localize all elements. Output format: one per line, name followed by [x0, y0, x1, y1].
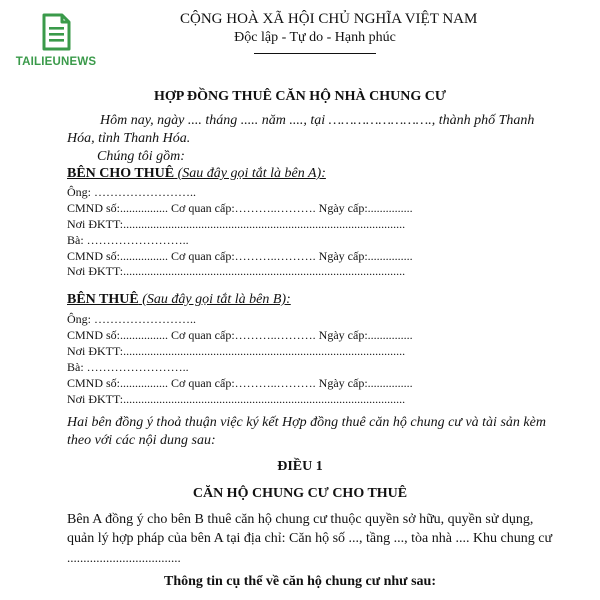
nation-heading: CỘNG HOÀ XÃ HỘI CHỦ NGHĨA VIỆT NAM	[180, 11, 478, 27]
party-b-line: Nơi ĐKTT:..............................................................................................	[67, 392, 406, 406]
agreement-line-1: Hai bên đồng ý thoả thuận việc ký kết Hợp đồng thuê căn hộ chung cư và tài sản kèm	[67, 415, 546, 430]
party-b-heading	[67, 292, 291, 308]
article-body-line-3: ...................................	[67, 550, 181, 565]
party-a-heading-note: (Sau đây gọi tắt là bên A):	[174, 166, 326, 181]
contract-title: HỢP ĐỒNG THUÊ CĂN HỘ NHÀ CHUNG CƯ	[153, 89, 447, 104]
party-a-line: Ông: ……………………..	[67, 185, 196, 199]
motto: Độc lập - Tự do - Hạnh phúc	[234, 30, 396, 45]
party-a-heading-label: BÊN CHO THUÊ	[67, 166, 175, 181]
intro-line-3: Chúng tôi gồm:	[97, 149, 185, 164]
intro-line-1: Hôm nay, ngày .... tháng ..... năm ...., tại ……………………., thành phố Thanh	[100, 113, 535, 128]
agreement-line-2: theo với các nội dung sau:	[67, 433, 216, 448]
brand-name: TAILIEUNEWS	[15, 56, 97, 68]
brand-logo	[14, 12, 98, 72]
party-a-line: Nơi ĐKTT:..............................................................................................	[67, 264, 406, 278]
party-b-line: Ông: ……………………..	[67, 312, 196, 326]
details-heading: Thông tin cụ thể về căn hộ chung cư như sau:	[164, 574, 436, 589]
article-title: CĂN HỘ CHUNG CƯ CHO THUÊ	[192, 486, 408, 501]
party-b-line: Bà: ……………………..	[67, 360, 189, 374]
article-number: ĐIỀU 1	[277, 459, 323, 474]
motto-underline	[254, 53, 376, 54]
party-a-line: CMND số:................ Cơ quan cấp:………..………. Ngày cấp:...............	[67, 249, 413, 263]
article-body-line-1: Bên A đồng ý cho bên B thuê căn hộ chung cư thuộc quyền sở hữu, quyền sử dụng,	[67, 512, 534, 527]
party-b-line: Nơi ĐKTT:..............................................................................................	[67, 344, 406, 358]
party-b-line: CMND số:................ Cơ quan cấp:………..………. Ngày cấp:...............	[67, 376, 413, 390]
party-a-line: CMND số:................ Cơ quan cấp:………..………. Ngày cấp:...............	[67, 201, 413, 215]
party-b-line: CMND số:................ Cơ quan cấp:………..………. Ngày cấp:...............	[67, 328, 413, 342]
party-a-line: Bà: ……………………..	[67, 233, 189, 247]
party-a-heading	[67, 166, 326, 182]
document-icon	[36, 12, 76, 52]
party-a-line: Nơi ĐKTT:..............................................................................................	[67, 217, 406, 231]
article-body-line-2: quản lý hợp pháp của bên A tại địa chỉ: Căn hộ số ..., tầng ..., tòa nhà .... Khu chung cư	[67, 531, 553, 546]
intro-line-2: Hóa, tỉnh Thanh Hóa.	[67, 131, 191, 146]
party-b-heading-label: BÊN THUÊ	[67, 292, 139, 307]
party-b-heading-note: (Sau đây gọi tắt là bên B):	[138, 292, 291, 307]
